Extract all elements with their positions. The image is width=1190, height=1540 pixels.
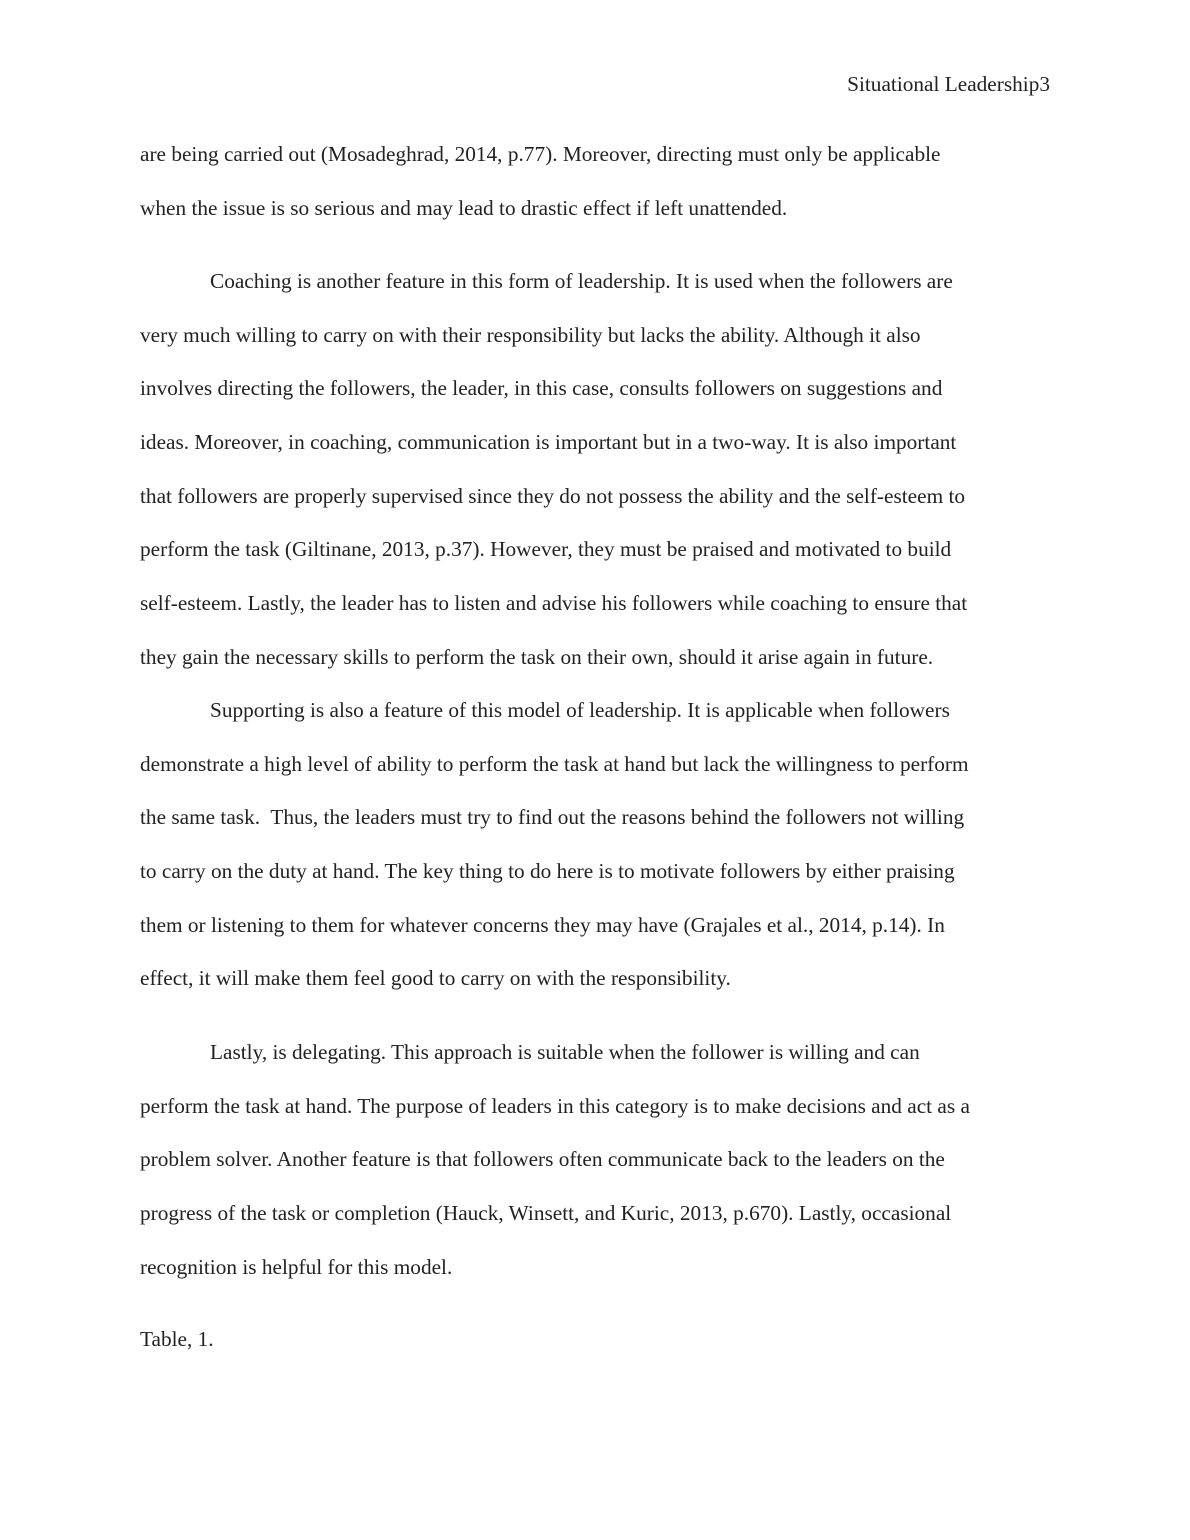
text-line: problem solver. Another feature is that followers often communicate back to the leaders on the <box>140 1147 945 1172</box>
text-line: effect, it will make them feel good to carry on with the responsibility. <box>140 966 731 991</box>
text-line: they gain the necessary skills to perform the task on their own, should it arise again in future. <box>140 644 934 669</box>
text-line: perform the task (Giltinane, 2013, p.37). However, they must be praised and motivated to build <box>140 537 952 562</box>
text-line: Lastly, is delegating. This approach is suitable when the follower is willing and can <box>210 1040 920 1064</box>
text-line: that followers are properly supervised since they do not possess the ability and the self-esteem to <box>140 483 966 508</box>
text-line: them or listening to them for whatever concerns they may have (Grajales et al., 2014, p.14). In <box>140 912 945 937</box>
text-line: to carry on the duty at hand. The key thing to do here is to motivate followers by either praising <box>140 859 955 884</box>
text-line: very much willing to carry on with their responsibility but lacks the ability. Although it also <box>140 322 921 347</box>
text-line: ideas. Moreover, in coaching, communication is important but in a two-way. It is also important <box>140 430 957 455</box>
text-line: demonstrate a high level of ability to perform the task at hand but lack the willingness to perform <box>140 751 969 776</box>
text-line: are being carried out (Mosadeghrad, 2014, p.77). Moreover, directing must only be applicable <box>140 142 941 166</box>
text-line: Coaching is another feature in this form of leadership. It is used when the followers are <box>210 269 953 293</box>
paragraph-directing-continuation <box>140 139 1060 246</box>
text-line: when the issue is so serious and may lead to drastic effect if left unattended. <box>140 195 788 220</box>
text-line: recognition is helpful for this model. <box>140 1254 453 1279</box>
running-head: Situational Leadership3 <box>847 72 1050 96</box>
table-caption: Table, 1. <box>140 1327 214 1351</box>
text-line: the same task. Thus, the leaders must try to find out the reasons behind the followers not willing <box>140 805 965 830</box>
paragraph-delegating <box>140 1037 1060 1305</box>
text-line: progress of the task or completion (Hauck, Winsett, and Kuric, 2013, p.670). Lastly, occasional <box>140 1201 952 1226</box>
text-line: Supporting is also a feature of this model of leadership. It is applicable when followers <box>210 698 950 722</box>
text-line: self-esteem. Lastly, the leader has to listen and advise his followers while coaching to ensure that <box>140 591 968 616</box>
text-line: perform the task at hand. The purpose of leaders in this category is to make decisions and act as a <box>140 1093 970 1118</box>
paragraph-supporting <box>140 695 1060 1017</box>
text-line: involves directing the followers, the leader, in this case, consults followers on suggestions and <box>140 376 943 401</box>
paragraph-coaching <box>140 266 1060 696</box>
